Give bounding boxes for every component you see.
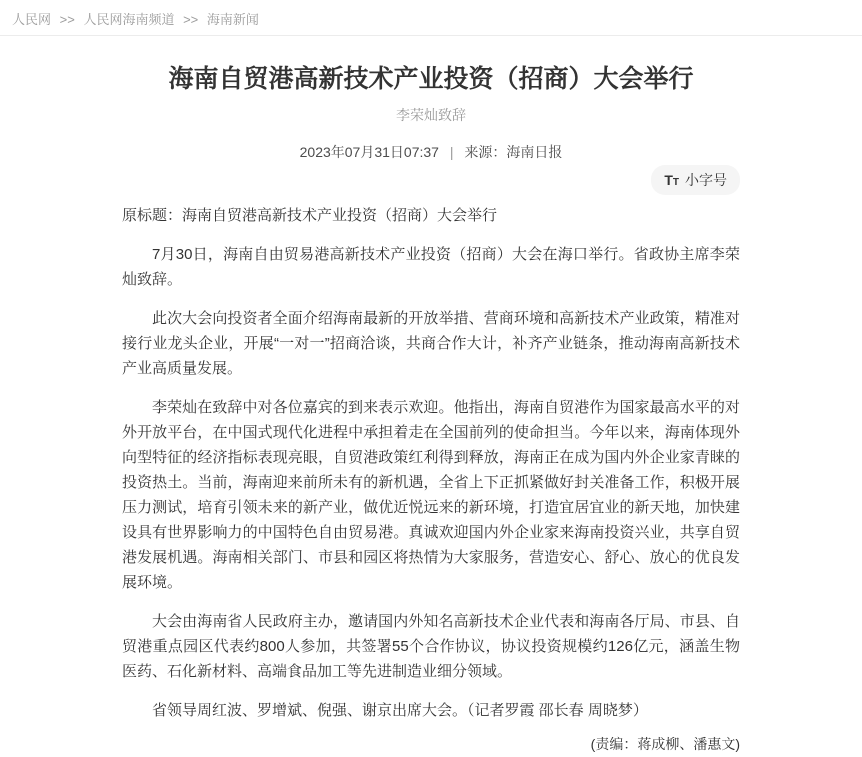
original-title xyxy=(122,203,740,228)
breadcrumb-link-peoplecn[interactable]: 人民网 xyxy=(12,12,52,27)
source-link[interactable]: 海南日报 xyxy=(506,144,563,160)
article-meta xyxy=(122,142,740,162)
font-size-button[interactable] xyxy=(651,165,740,195)
article-paragraph: 7月30日，海南自由贸易港高新技术产业投资（招商）大会在海口举行。省政协主席李荣灿致辞。 xyxy=(122,246,740,288)
publish-date: 2023年07月31日07:37 xyxy=(299,144,439,160)
original-title-label: 原标题： xyxy=(122,207,183,224)
font-size-icon: T T xyxy=(664,172,679,188)
breadcrumb xyxy=(0,0,862,36)
toolbar xyxy=(122,165,740,193)
article-paragraph: 省领导周红波、罗增斌、倪强、谢京出席大会。（记者罗霞 邵长春 周晓梦） xyxy=(152,702,648,719)
breadcrumb-link-hainan-news[interactable]: 海南新闻 xyxy=(206,12,259,27)
article-paragraph: 此次大会向投资者全面介绍海南最新的开放举措、营商环境和高新技术产业政策，精准对接行业龙头企业，开展“一对一”招商洽谈，共商合作大计，补齐产业链条，推动海南高新技术产业高质量发展。 xyxy=(122,310,740,377)
article-container xyxy=(122,61,740,757)
page-title: 海南自贸港高新技术产业投资（招商）大会举行 xyxy=(168,65,694,93)
article-paragraph: 李荣灿在致辞中对各位嘉宾的到来表示欢迎。他指出，海南自贸港作为国家最高水平的对外开放平台，在中国式现代化进程中承担着走在全国前列的使命担当。今年以来，海南体现外向型特征的经济指标表现亮眼，自贸港政策红利得到释放，海南正在成为国内外企业家青睐的投资热土。当前，海南迎来前所未有的新机遇，全省上下正抓紧做好封关准备工作，积极开展压力测试，培育引领未来的新产业，做优近悦远来的新环境，打造宜居宜业的新天地，加快建设具有世界影响力的中国特色自由贸易港。真诚欢迎国内外企业家来海南投资兴业，共享自贸港发展机遇。海南相关部门、市县和园区将热情为大家服务，营造安心、舒心、放心的优良发展环境。 xyxy=(122,399,740,591)
original-title-text: 海南自贸港高新技术产业投资（招商）大会举行 xyxy=(182,207,498,224)
source-label: 来源： xyxy=(464,144,507,160)
article-subtitle: 李荣灿致辞 xyxy=(396,107,466,123)
breadcrumb-link-hainan-channel[interactable]: 人民网海南频道 xyxy=(83,12,175,27)
breadcrumb-separator: >> xyxy=(183,12,199,27)
font-size-button-label: 小字号 xyxy=(685,172,727,188)
article-paragraph: 大会由海南省人民政府主办，邀请国内外知名高新技术企业代表和海南各厅局、市县、自贸港重点园区代表约800人参加，共签署55个合作协议，协议投资规模约126亿元，涵盖生物医药、石化新材料、高端食品加工等先进制造业细分领域。 xyxy=(122,613,740,680)
meta-separator: | xyxy=(449,144,454,160)
editors-note: (责编：蒋成柳、潘惠文) xyxy=(590,736,740,752)
article-body xyxy=(122,203,740,757)
breadcrumb-separator: >> xyxy=(59,12,75,27)
